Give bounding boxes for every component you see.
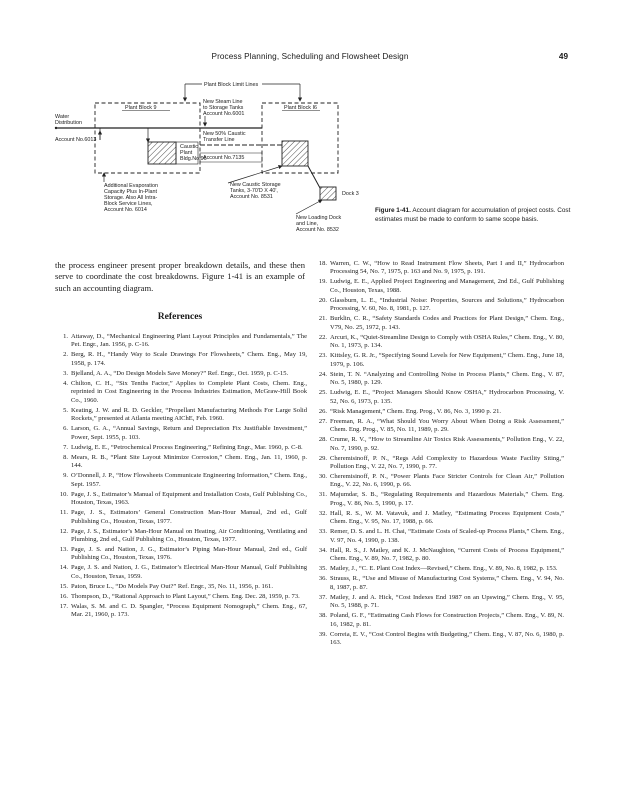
water-line-node — [55, 127, 57, 129]
reference-item — [312, 418, 564, 435]
reference-number: 2. — [63, 351, 68, 359]
reference-text: Larson, G. A., “Annual Savings, Return and Depreciation Fix Justifiable Investment,” Power, Sept. 1955, p. 103. — [71, 425, 307, 441]
reference-text: Berg, R. H., “Handy Way to Scale Drawings For Flowsheets,” Chem. Eng., May 19, 1958, p. 174. — [71, 351, 307, 367]
reference-number: 13. — [59, 545, 68, 553]
reference-item — [55, 491, 307, 508]
reference-text: Cheremisinoff, P. N., “Regs Add Complexity to Hazardous Waste Facility Siting,” Pollution Eng., V. 22, No. 7, 1990, p. 77. — [330, 454, 564, 470]
account-6013-label: Account No.6013 — [55, 137, 97, 143]
reference-text: Thompson, D., “Rational Approach to Plant Layout,” Chem. Eng. Dec. 28, 1959, p. 73. — [71, 592, 300, 600]
reference-item — [312, 260, 564, 277]
reference-text: Mears, R. B., “Plant Site Layout Minimize Corrosion,” Chem. Eng., Jan. 11, 1960, p. 144. — [71, 453, 307, 470]
reference-text: Remer, D. S. and L. H. Chai, “Estimate Costs of Scaled-up Process Plants,” Chem. Eng., V. 97, No. 4, 1990, p. 138. — [330, 528, 564, 544]
page-number: 49 — [558, 52, 568, 61]
reference-number: 17. — [59, 602, 68, 610]
reference-number: 6. — [63, 425, 68, 433]
reference-item — [55, 454, 307, 471]
reference-number: 21. — [318, 315, 327, 323]
reference-number: 28. — [318, 436, 327, 444]
figure-caption-text: Account diagram for accumulation of project costs. Cost estimates must be made to conform to same scope basis. — [375, 207, 571, 223]
reference-text: Strauss, R., “Use and Misuse of Manufacturing Cost Systems,” Chem. Eng., V. 94, No. 8, 1987, p. 87. — [330, 575, 564, 591]
references-list-right — [312, 260, 564, 649]
reference-text: Walas, S. M. and C. D. Spangler, “Process Equipment Nomograph,” Chem. Eng., 67, Mar. 21, 1960, p. 173. — [71, 602, 307, 619]
reference-item — [55, 593, 307, 601]
reference-text: Page, J. S., Estimator’s Manual of Equipment and Installation Costs, Gulf Publishing Co., Houston, Texas, 1963. — [71, 490, 307, 507]
plant-block-16-label: Plant Block I6 — [284, 105, 317, 111]
reference-item — [312, 565, 564, 573]
additional-evaporation-line-1: Additional Evaporation — [104, 183, 158, 189]
reference-number: 1. — [63, 333, 68, 340]
reference-item — [312, 491, 564, 508]
reference-text: Correia, E. V., “Cost Control Begins with Budgeting,” Chem. Eng., V. 87, No. 6, 1980, p. 163. — [330, 630, 564, 647]
dock-connection-line — [308, 166, 320, 188]
reference-item — [312, 594, 564, 611]
plant-block-9-label: Plant Block 9 — [125, 105, 157, 111]
reference-text: Attaway, D., “Mechanical Engineering Plant Layout Principles and Fundamentals,” The Pet. Engr., Jan. 1956, p. C-16. — [71, 333, 307, 349]
caustic-storage-arrow — [228, 166, 282, 183]
reference-item — [312, 408, 564, 416]
reference-item — [55, 509, 307, 526]
reference-text: Page, J. S. and Nation, J. G., Estimator’s Piping Man-Hour Manual, 2nd ed., Gulf Publishing Co., Houston, Texas, 1976. — [71, 545, 307, 562]
running-title: Process Planning, Scheduling and Flowsheet Design — [211, 52, 409, 61]
reference-item — [55, 380, 307, 405]
reference-text: “Risk Management,” Chem. Eng. Prog., V. 86, No. 3, 1990 p. 21. — [330, 407, 502, 415]
reference-item — [312, 510, 564, 527]
water-distribution-label-2: Distribution — [55, 120, 82, 126]
reference-item — [312, 278, 564, 295]
water-distribution-label-1: Water — [55, 114, 70, 120]
new-caustic-storage-line-2: Tanks, 3-70'D X 40', — [230, 188, 278, 194]
reference-text: Warren, C. W., “How to Read Instrument Flow Sheets, Part I and II,” Hydrocarbon Processing 54, No. 7, 1975, p. 163 and No. 9, 1975, p. 191. — [330, 260, 564, 276]
reference-number: 5. — [63, 406, 68, 414]
reference-text: Ludwig, E. E., “Project Managers Should Know OSHA,” Hydrocarbon Processing, V. 52, No. 6, 1973, p. 135. — [330, 389, 564, 405]
reference-text: Keating, J. W. and R. D. Geckler, “Propellant Manufacturing Methods For Large Solid Rockets,” presented at Atlanta meeting AIChE, Feb. 1960. — [71, 406, 307, 423]
reference-text: Matley, J., “C. E. Plant Cost Index—Revised,” Chem. Eng., V. 89, No. 8, 1982, p. 153. — [330, 565, 558, 573]
reference-number: 37. — [318, 593, 327, 601]
reference-number: 19. — [318, 278, 327, 286]
reference-number: 30. — [318, 472, 327, 480]
reference-item — [312, 352, 564, 369]
figure-caption-label: Figure 1-41. — [375, 207, 411, 214]
reference-number: 20. — [318, 296, 327, 304]
reference-text: Glassburn, L. E., “Industrial Noise: Properties, Sources and Solutions,” Hydrocarbon Processing, V. 60, No. 8, 1981, p. 127. — [330, 296, 564, 313]
reference-number: 3. — [63, 369, 68, 377]
reference-item — [55, 444, 307, 452]
reference-text: Chilton, C. H., “Six Tenths Factor,” Applies to Complete Plant Costs, Chem. Eng., reprinted in Cost Engineering in the Process Industries Estimation, McGraw-Hill Book Co., 1960. — [71, 379, 307, 404]
reference-item — [55, 546, 307, 563]
additional-evaporation-line-3: Storage. Also All Intra- — [104, 195, 158, 201]
reference-item — [55, 472, 307, 489]
new-loading-dock-line-3: Account No. 8532 — [296, 227, 339, 233]
reference-item — [312, 389, 564, 406]
plant-block-9-boundary — [95, 103, 200, 173]
reference-number: 14. — [59, 564, 68, 572]
loading-dock-arrow — [296, 200, 322, 214]
reference-item — [55, 528, 307, 545]
caustic-transfer-label-1: New 50% Caustic — [203, 131, 246, 137]
new-steam-line-label-2: to Storage Tanks — [203, 105, 244, 111]
reference-text: Majumdar, S. B., “Regulating Requirements and Hazardous Materials,” Chem. Eng. Prog., V. 86, No. 5, 1990, p. 17. — [330, 491, 564, 507]
dock-3-box — [320, 187, 336, 200]
reference-text: Crume, R. V., “How to Streamline Air Toxics Risk Assessments,” Pollution Eng., V. 22, No. 7, 1990, p. 92. — [330, 436, 564, 452]
reference-item — [312, 315, 564, 332]
reference-number: 9. — [63, 472, 68, 480]
reference-number: 23. — [318, 352, 327, 360]
reference-item — [312, 575, 564, 592]
reference-item — [312, 436, 564, 453]
reference-text: Ludwig, E. E., Applied Project Engineering and Management, 2nd Ed., Gulf Publishing Co., Houston, Texas, 1988. — [330, 278, 564, 294]
reference-text: Page, J. S. and Nation, J. G., Estimator’s Electrical Man-Hour Manual, Gulf Publishing Co., Houston, Texas, 1959. — [71, 564, 307, 580]
reference-number: 27. — [318, 417, 327, 425]
reference-number: 29. — [318, 454, 327, 462]
reference-number: 24. — [318, 370, 327, 378]
figure-caption — [375, 207, 575, 224]
caustic-plant-label-1: Caustic — [180, 144, 198, 150]
storage-tanks-area — [282, 141, 308, 166]
reference-number: 11. — [60, 509, 68, 517]
reference-text: Page, J. S., Estimator’s Man-Hour Manual on Heating, Air Conditioning, Ventilating and Plumbing, 2nd ed., Gulf Publishing Co., Houston, Texas, 1977. — [71, 527, 307, 543]
caustic-plant-label-2: Plant — [180, 150, 193, 156]
reference-number: 39. — [318, 630, 327, 638]
reference-item — [55, 564, 307, 581]
reference-text: Matley, J. and A. Hick, “Cost Indexes End 1987 on an Upswing,” Chem. Eng., V. 95, No. 5, 1988, p. 71. — [330, 593, 564, 610]
reference-item — [312, 371, 564, 388]
reference-item — [312, 455, 564, 472]
additional-evaporation-line-4: Block Service Lines, — [104, 201, 153, 207]
additional-evaporation-line-5: Account No. 6014 — [104, 207, 147, 213]
new-loading-dock-line-1: New Loading Dock — [296, 215, 342, 221]
caustic-plant-label-3: Bldg.No.96 — [180, 156, 207, 162]
reference-text: Stein, T. N. “Analyzing and Controlling Noise in Process Plants,” Chem. Eng., V. 87, No. 5, 1980, p. 129. — [330, 370, 564, 387]
reference-number: 15. — [59, 582, 68, 590]
reference-text: Poland, G. F., “Estimating Cash Flows for Construction Projects,” Chem. Eng., V. 89, N. 16, 1982, p. 81. — [330, 612, 564, 628]
reference-text: Cheremisinoff, P. N., “Power Plants Face Stricter Controls for Clean Air,” Pollution Eng., V. 22, No. 6, 1990, p. 66. — [330, 472, 564, 489]
reference-number: 33. — [318, 528, 327, 536]
caustic-transfer-label-2: Transfer Line — [203, 137, 235, 143]
reference-number: 18. — [318, 260, 327, 267]
reference-item — [312, 547, 564, 564]
reference-item — [55, 370, 307, 378]
reference-text: Ludwig, E. E., “Petrochemical Process Engineering,” Refining Engr., Mar. 1960, p. C-8. — [71, 443, 303, 451]
reference-item — [55, 333, 307, 350]
reference-text: Hall, R. S., J. Matley, and K. J. McNaughton, “Current Costs of Process Equipment,” Chem. Eng., V. 89, No. 7, 1982, p. 80. — [330, 546, 564, 563]
reference-item — [55, 583, 307, 591]
reference-item — [312, 631, 564, 648]
reference-text: Hall, R. S., W. M. Vatavuk, and J. Matley, “Estimating Process Equipment Costs,” Chem. Eng., V. 95, No. 17, 1988, p. 66. — [330, 509, 564, 526]
reference-item — [312, 612, 564, 629]
reference-item — [312, 297, 564, 314]
references-list-left — [55, 333, 307, 621]
intro-paragraph: the process engineer present proper breakdown details, and these then serve to coordinate the cost breakdowns. Figure 1-41 is an example of such an accounting diagram. — [55, 260, 305, 293]
new-steam-line-label-3: Account No.6001 — [203, 111, 245, 117]
dock-3-label: Dock 3 — [342, 191, 359, 197]
reference-number: 12. — [59, 527, 68, 535]
reference-number: 22. — [318, 333, 327, 341]
reference-number: 4. — [63, 379, 68, 387]
reference-text: Burklin, C. R., “Safety Standards Codes and Practices for Plant Design,” Chem. Eng., V79, No. 25, 1972, p. 143. — [330, 315, 564, 331]
plant-block-limit-lines-label: Plant Block Limit Lines — [204, 82, 259, 88]
reference-number: 25. — [318, 389, 327, 397]
account-7135-label: Account No.7135 — [203, 155, 245, 161]
reference-text: Paton, Bruce L., “Do Models Pay Out?” Ref. Engr., 35, No. 11, 1956, p. 161. — [71, 582, 273, 590]
reference-item — [55, 603, 307, 620]
additional-evaporation-line-2: Capacity Plus In-Plant — [104, 189, 158, 195]
new-steam-line-label-1: New Steam Line — [203, 99, 243, 105]
reference-number: 36. — [318, 575, 327, 583]
reference-number: 31. — [318, 491, 327, 499]
new-loading-dock-line-2: and Line, — [296, 221, 319, 227]
reference-text: Page, J. S., Estimators’ General Construction Man-Hour Manual, 2nd ed., Gulf Publishing Co., Houston, Texas, 1977. — [71, 509, 307, 525]
reference-text: O’Donnell, J. P., “How Flowsheets Communicate Engineering Information,” Chem. Eng., Sept. 1957. — [71, 472, 307, 488]
reference-item — [312, 473, 564, 490]
new-caustic-storage-line-3: Account No. 8531 — [230, 194, 273, 200]
reference-number: 8. — [63, 453, 68, 461]
reference-number: 16. — [59, 592, 68, 600]
reference-number: 10. — [59, 490, 68, 498]
reference-number: 32. — [318, 509, 327, 517]
reference-item — [55, 425, 307, 442]
reference-number: 7. — [63, 443, 68, 451]
caustic-plant-building — [148, 142, 176, 164]
reference-item — [55, 407, 307, 424]
reference-number: 38. — [318, 612, 327, 620]
reference-text: Freeman, R. A., “What Should You Worry About When Doing a Risk Assessment,” Chem. Eng. Prog., V. 85, No. 11, 1989, p. 29. — [330, 417, 564, 434]
references-heading: References — [157, 311, 203, 322]
reference-item — [312, 334, 564, 351]
reference-text: Bjelland, A. A., “Do Design Models Save Money?” Ref. Engr., Oct. 1959, p. C-15. — [71, 369, 289, 377]
reference-item — [55, 351, 307, 368]
reference-number: 35. — [318, 565, 327, 573]
reference-text: Kittsley, G. R. Jr., “Specifying Sound Levels for New Equipment,” Chem. Eng., June 18, 1979, p. 106. — [330, 352, 564, 368]
reference-number: 34. — [318, 546, 327, 554]
new-caustic-storage-line-1: New Caustic Storage — [230, 182, 281, 188]
reference-number: 26. — [318, 407, 327, 415]
reference-text: Arcuri, K., “Quiet-Streamline Design to Comply with OSHA Rules,” Chem. Eng., V. 80, No. 1, 1973, p. 134. — [330, 333, 564, 350]
reference-item — [312, 528, 564, 545]
